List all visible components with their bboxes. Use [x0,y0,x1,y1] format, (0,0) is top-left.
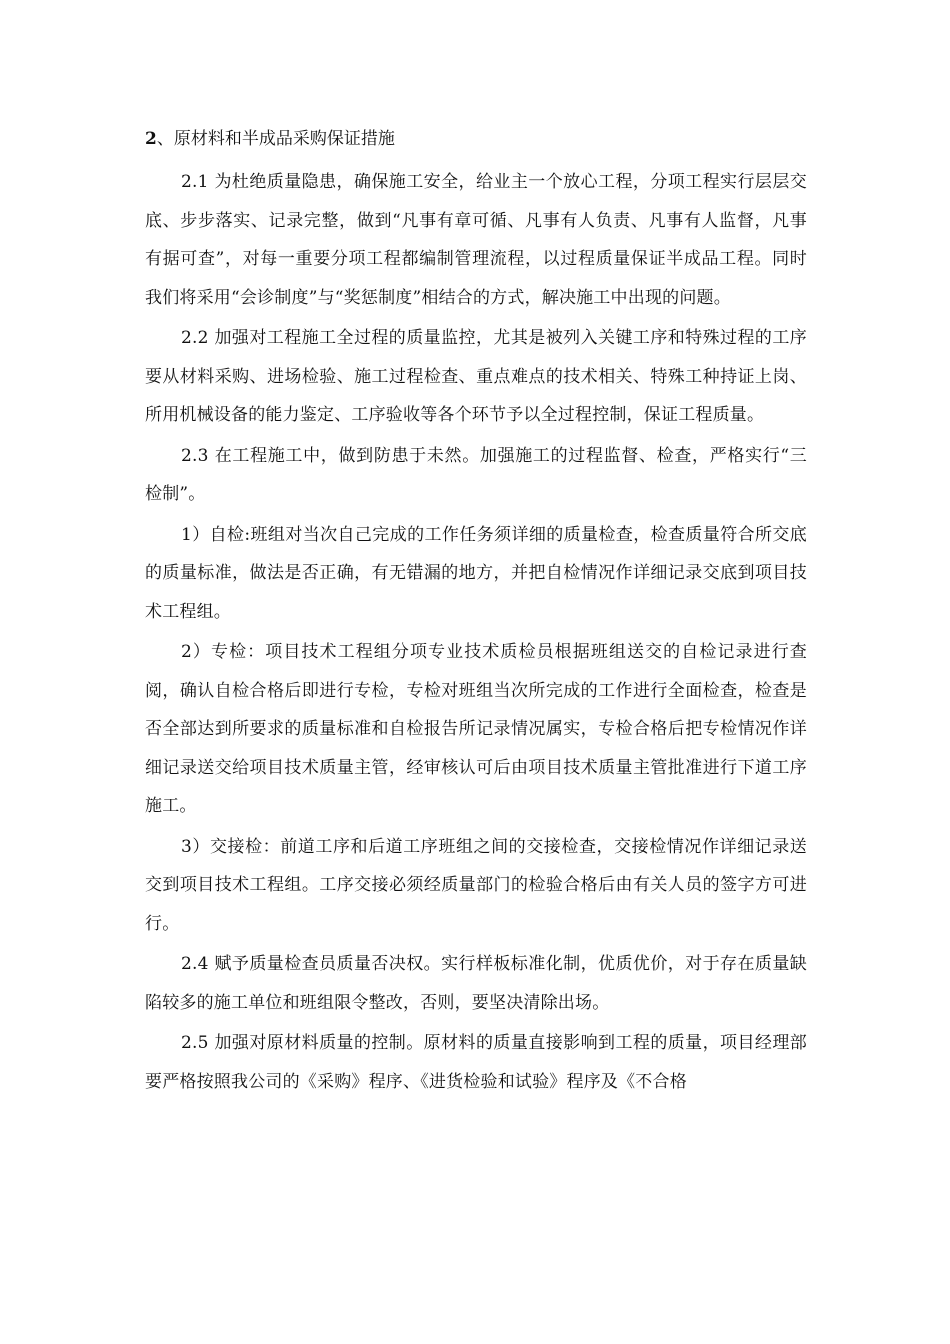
paragraph-2-5: 2.5 加强对原材料质量的控制。原材料的质量直接影响到工程的质量，项目经理部要严格按照我公司的《采购》程序、《进货检验和试验》程序及《不合格 [145,1033,807,1092]
paragraph-handover-check: 3）交接检：前道工序和后道工序班组之间的交接检查，交接检情况作详细记录送交到项目技术工程组。工序交接必须经质量部门的检验合格后由有关人员的签字方可进行。 [145,836,807,934]
section-heading [145,120,807,158]
paragraph-2-4: 2.4 赋予质量检查员质量否决权。实行样板标准化制，优质优价，对于存在质量缺陷较多的施工单位和班组限令整改，否则，要坚决清除出场。 [145,954,807,1013]
section-number: 2 [145,129,157,149]
section-title: 、原材料和半成品采购保证措施 [156,129,395,149]
paragraph-2-3: 2.3 在工程施工中，做到防患于未然。加强施工的过程监督、检查，严格实行“三检制”。 [145,445,807,504]
document-body [145,120,807,1103]
paragraph-2-1: 2.1 为杜绝质量隐患，确保施工安全，给业主一个放心工程，分项工程实行层层交底、步步落实、记录完整，做到“凡事有章可循、凡事有人负责、凡事有人监督，凡事有据可查”，对每一重要分项工程都编制管理流程，以过程质量保证半成品工程。同时我们将采用“会诊制度”与“奖惩制度”相结合的方式，解决施工中出现的问题。 [145,172,807,308]
paragraph-2-2: 2.2 加强对工程施工全过程的质量监控，尤其是被列入关键工序和特殊过程的工序要从材料采购、进场检验、施工过程检查、重点难点的技术相关、特殊工种持证上岗、所用机械设备的能力鉴定、工序验收等各个环节予以全过程控制，保证工程质量。 [145,328,807,425]
paragraph-self-check: 1）自检:班组对当次自己完成的工作任务须详细的质量检查，检查质量符合所交底的质量标准，做法是否正确，有无错漏的地方，并把自检情况作详细记录交底到项目技术工程组。 [145,524,807,622]
paragraph-special-check: 2）专检：项目技术工程组分项专业技术质检员根据班组送交的自检记录进行查阅，确认自检合格后即进行专检，专检对班组当次所完成的工作进行全面检查，检查是否全部达到所要求的质量标准和自检报告所记录情况属实，专检合格后把专检情况作详细记录送交给项目技术质量主管，经审核认可后由项目技术质量主管批准进行下道工序施工。 [145,642,807,816]
